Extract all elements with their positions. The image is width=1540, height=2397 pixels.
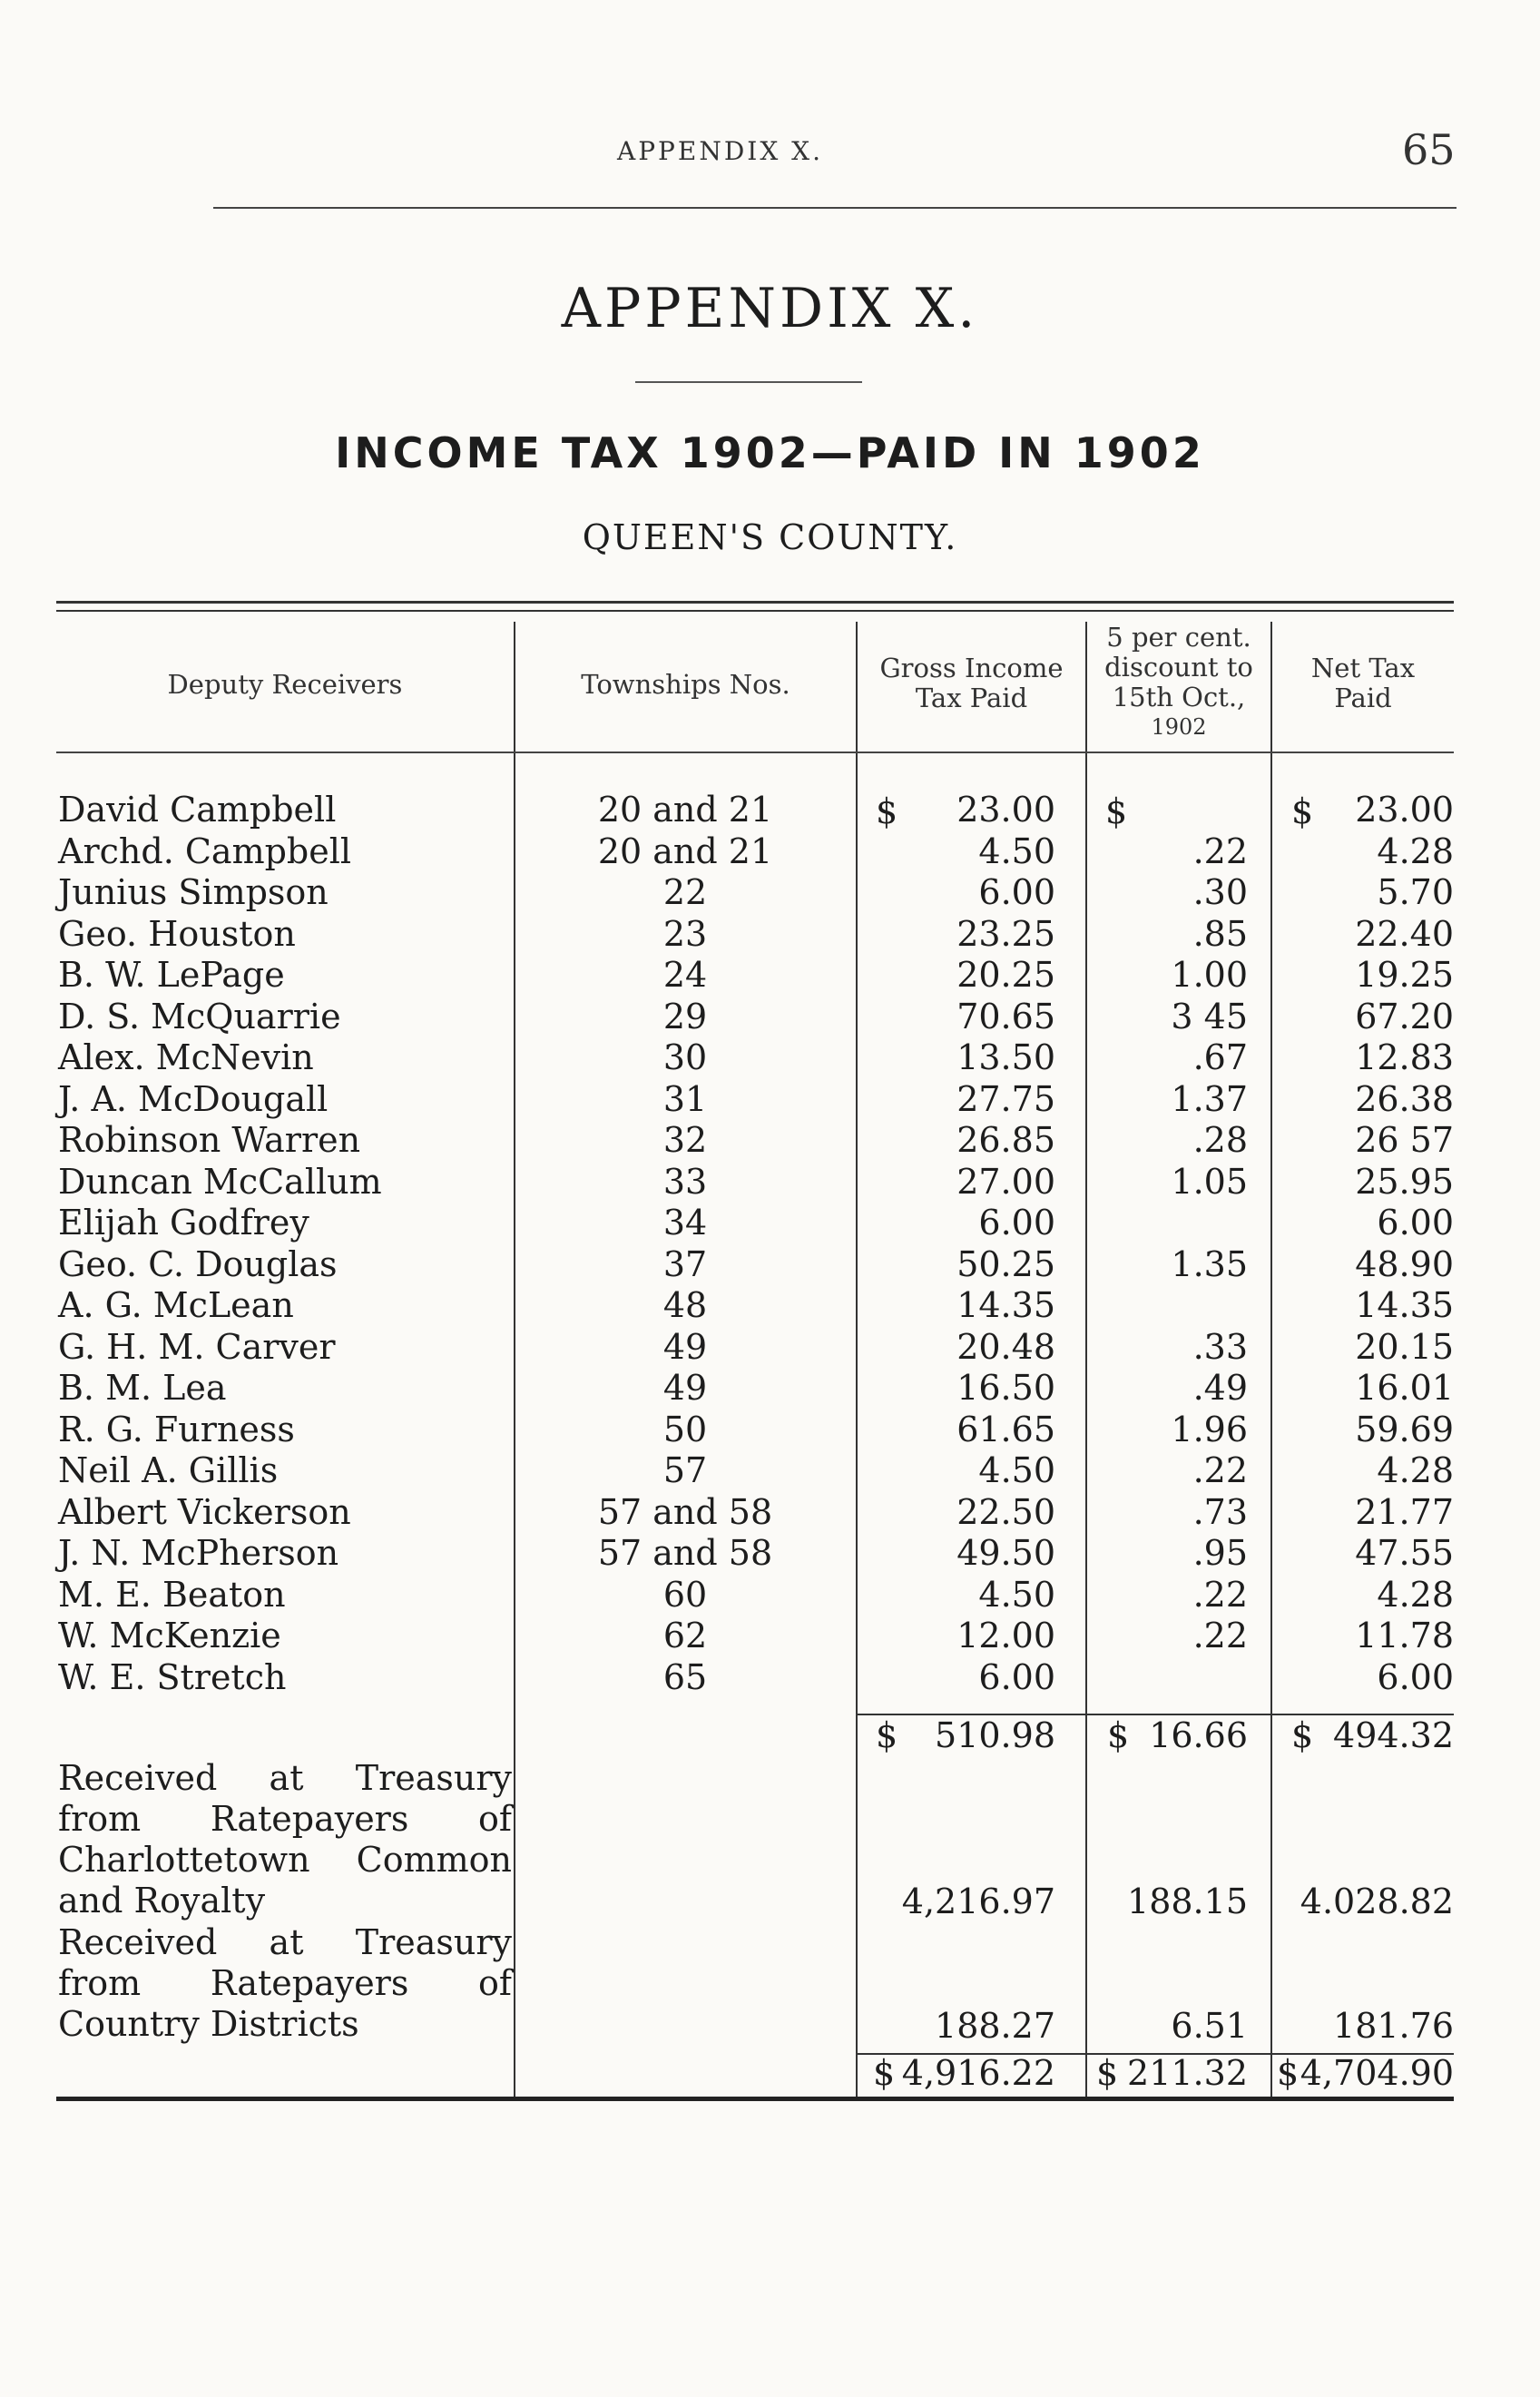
gross-tax: 50.25 [956,1243,1055,1284]
discount-amount: .28 [1192,1120,1248,1160]
township-numbers: 57 and 58 [597,1533,773,1573]
township-numbers: 31 [662,1078,708,1119]
gross-tax: 4.50 [978,1450,1055,1490]
discount-amount: .22 [1192,1450,1248,1490]
table-row [0,1657,1540,1699]
gross-tax: 13.50 [956,1037,1055,1077]
receiver-name: W. McKenzie [58,1616,281,1655]
township-numbers: 29 [662,996,708,1036]
receiver-name: Geo. C. Douglas [58,1243,338,1284]
table-title: INCOME TAX 1902—PAID IN 1902 [335,428,1205,477]
subtotal-net: 494.32 [1333,1715,1454,1755]
township-numbers: 34 [662,1203,708,1243]
township-numbers: 30 [662,1037,708,1077]
net-tax: 47.55 [1355,1533,1454,1573]
gross-tax: 4.50 [978,830,1055,871]
township-numbers: 32 [662,1120,708,1160]
net-tax: 5.70 [1377,872,1454,912]
table-row [0,1079,1540,1121]
net-tax: 4.28 [1377,830,1454,871]
county-heading: QUEEN'S COUNTY. [582,517,958,557]
township-numbers: 48 [662,1285,708,1325]
column-header-net-line: Paid [1334,683,1392,713]
charlottetown-label: Received at Treasury from Ratepayers of Charlottetown Common and Royalty [58,1758,512,1921]
receiver-name: Junius Simpson [58,872,329,912]
table-row [0,1120,1540,1162]
page-number: 65 [1402,125,1456,174]
gross-tax: 6.00 [978,1203,1055,1243]
discount-amount: .22 [1192,830,1248,871]
table-row [0,831,1540,873]
township-numbers: 65 [662,1656,708,1697]
column-header-gross-line: Tax Paid [915,683,1028,713]
township-numbers: 50 [662,1409,708,1449]
receiver-name: B. M. Lea [58,1368,227,1408]
receiver-name: B. W. LePage [58,955,285,995]
receiver-name: M. E. Beaton [58,1574,286,1615]
net-tax: 19.25 [1355,955,1454,995]
charlottetown-net: 4.028.82 [1300,1881,1454,1921]
header-bottom-rule [56,752,1454,753]
column-header-discount-line: discount to [1104,652,1253,683]
column-header-discount-line: 5 per cent. [1106,622,1251,653]
column-header-net-line: Net Tax [1310,653,1416,683]
table-row [0,914,1540,956]
discount-amount: .30 [1192,872,1248,912]
discount-amount: .85 [1192,913,1248,954]
gross-tax: 22.50 [956,1491,1055,1532]
receiver-name: A. G. McLean [58,1285,294,1325]
page-title: APPENDIX X. [561,277,979,340]
table-row [0,1450,1540,1492]
net-tax: 26 57 [1355,1120,1454,1160]
net-tax: 67.20 [1355,996,1454,1036]
township-numbers: 23 [662,913,708,954]
gross-tax: 14.35 [956,1285,1055,1325]
total-net: 4,704.90 [1300,2053,1454,2093]
currency-sign: $ [876,791,898,831]
gross-tax: 49.50 [956,1533,1055,1573]
township-numbers: 49 [662,1326,708,1367]
net-tax: 4.28 [1377,1574,1454,1615]
net-tax: 26.38 [1355,1078,1454,1119]
charlottetown-gross: 4,216.97 [901,1881,1055,1921]
gross-tax: 20.48 [956,1326,1055,1367]
discount-amount: 1.05 [1171,1161,1248,1202]
net-tax: 6.00 [1377,1203,1454,1243]
receiver-name: Archd. Campbell [58,830,352,871]
country-gross: 188.27 [935,2006,1055,2046]
receiver-name: Duncan McCallum [58,1161,382,1202]
table-row [0,1244,1540,1286]
township-numbers: 57 and 58 [597,1491,773,1532]
currency-sign: $ [1105,791,1128,831]
township-numbers: 33 [662,1161,708,1202]
net-tax: 59.69 [1355,1409,1454,1449]
township-numbers: 37 [662,1243,708,1284]
net-tax: 16.01 [1355,1368,1454,1408]
title-rule [635,381,862,383]
receiver-name: D. S. McQuarrie [58,996,341,1036]
gross-tax: 61.65 [956,1409,1055,1449]
township-numbers: 60 [662,1574,708,1615]
net-tax: 11.78 [1355,1616,1454,1655]
column-header-townships: Townships Nos. [581,669,790,700]
net-tax: 22.40 [1355,913,1454,954]
township-numbers: 49 [662,1368,708,1408]
total-discount: 211.32 [1127,2053,1248,2093]
column-header-receivers: Deputy Receivers [167,669,403,700]
running-head: APPENDIX X. [617,136,824,166]
subtotal-gross: 510.98 [935,1715,1055,1755]
gross-tax: 27.75 [956,1078,1055,1119]
gross-tax: 26.85 [956,1120,1055,1160]
discount-amount: 1.00 [1171,955,1248,995]
township-numbers: 62 [662,1616,708,1655]
gross-tax: 6.00 [978,1656,1055,1697]
net-tax: 20.15 [1355,1326,1454,1367]
township-numbers: 22 [662,872,708,912]
table-row [0,1203,1540,1244]
township-numbers: 20 and 21 [597,790,773,830]
table-row [0,997,1540,1038]
table-row [0,1327,1540,1369]
discount-amount: .49 [1192,1368,1248,1408]
currency-sign: $ [1291,791,1314,831]
receiver-name: David Campbell [58,790,337,830]
charlottetown-discount: 188.15 [1127,1881,1248,1921]
township-numbers: 24 [662,955,708,995]
receiver-name: Albert Vickerson [58,1491,351,1532]
receiver-name: Robinson Warren [58,1120,361,1160]
discount-amount: 1.96 [1171,1409,1248,1449]
discount-amount: .22 [1192,1574,1248,1615]
receiver-name: G. H. M. Carver [58,1326,336,1367]
table-row [0,1410,1540,1451]
discount-amount: .67 [1192,1037,1248,1077]
country-row [0,2006,1540,2048]
net-tax: 6.00 [1377,1656,1454,1697]
receiver-name: Geo. Houston [58,913,296,954]
country-label: Received at Treasury from Ratepayers of Country Districts [58,1922,512,2044]
column-header-discount [1087,623,1270,742]
net-tax: 12.83 [1355,1037,1454,1077]
net-tax: 21.77 [1355,1491,1454,1532]
receiver-name: J. A. McDougall [58,1078,329,1119]
discount-amount: .33 [1192,1326,1248,1367]
table-row [0,1285,1540,1327]
gross-tax: 12.00 [956,1616,1055,1655]
country-discount: 6.51 [1171,2006,1248,2046]
currency-sign: $ [876,1715,898,1755]
township-numbers: 57 [662,1450,708,1490]
gross-tax: 23.00 [956,790,1055,830]
column-header-discount-line: 1902 [1151,714,1207,740]
gross-tax: 16.50 [956,1368,1055,1408]
table-row [0,955,1540,997]
gross-tax: 4.50 [978,1574,1055,1615]
table-row [0,1162,1540,1203]
column-header-gross [858,653,1085,713]
receiver-name: Neil A. Gillis [58,1450,279,1490]
table-top-rule-inner [56,610,1454,612]
township-numbers: 20 and 21 [597,830,773,871]
gross-tax: 6.00 [978,872,1055,912]
discount-amount: 1.37 [1171,1078,1248,1119]
net-tax: 48.90 [1355,1243,1454,1284]
table-row [0,872,1540,914]
table-row [0,1037,1540,1079]
receiver-name: W. E. Stretch [58,1656,287,1697]
gross-tax: 27.00 [956,1161,1055,1202]
gross-tax: 20.25 [956,955,1055,995]
currency-sign: $ [1277,2053,1300,2093]
column-header-discount-line: 15th Oct., [1112,682,1246,712]
currency-sign: $ [873,2053,896,2093]
subtotal-row [0,1715,1540,1757]
net-tax: 23.00 [1355,790,1454,830]
receiver-name: Elijah Godfrey [58,1203,309,1243]
net-tax: 25.95 [1355,1161,1454,1202]
header-rule [213,207,1457,209]
receiver-name: R. G. Furness [58,1409,295,1449]
table-bottom-rule [56,2097,1454,2101]
table-row [0,1533,1540,1575]
net-tax: 14.35 [1355,1285,1454,1325]
receiver-name: J. N. McPherson [58,1533,339,1573]
discount-amount: .95 [1192,1533,1248,1573]
discount-amount: 1.35 [1171,1243,1248,1284]
total-row [0,2053,1540,2095]
table-row [0,1492,1540,1534]
table-row [0,1616,1540,1657]
table-row [0,1368,1540,1410]
discount-amount: .73 [1192,1491,1248,1532]
country-net: 181.76 [1333,2006,1454,2046]
currency-sign: $ [1096,2053,1119,2093]
table-row [0,1575,1540,1616]
currency-sign: $ [1291,1715,1314,1755]
charlottetown-row [0,1881,1540,1923]
net-tax: 4.28 [1377,1450,1454,1490]
currency-sign: $ [1107,1715,1130,1755]
gross-tax: 70.65 [956,996,1055,1036]
gross-tax: 23.25 [956,913,1055,954]
column-header-net [1272,653,1454,713]
discount-amount: .22 [1192,1616,1248,1655]
column-header-gross-line: Gross Income [879,653,1064,683]
subtotal-discount: 16.66 [1149,1715,1248,1755]
total-gross: 4,916.22 [901,2053,1055,2093]
table-top-rule [56,601,1454,604]
receiver-name: Alex. McNevin [58,1037,314,1077]
discount-amount: 3 45 [1171,996,1248,1036]
